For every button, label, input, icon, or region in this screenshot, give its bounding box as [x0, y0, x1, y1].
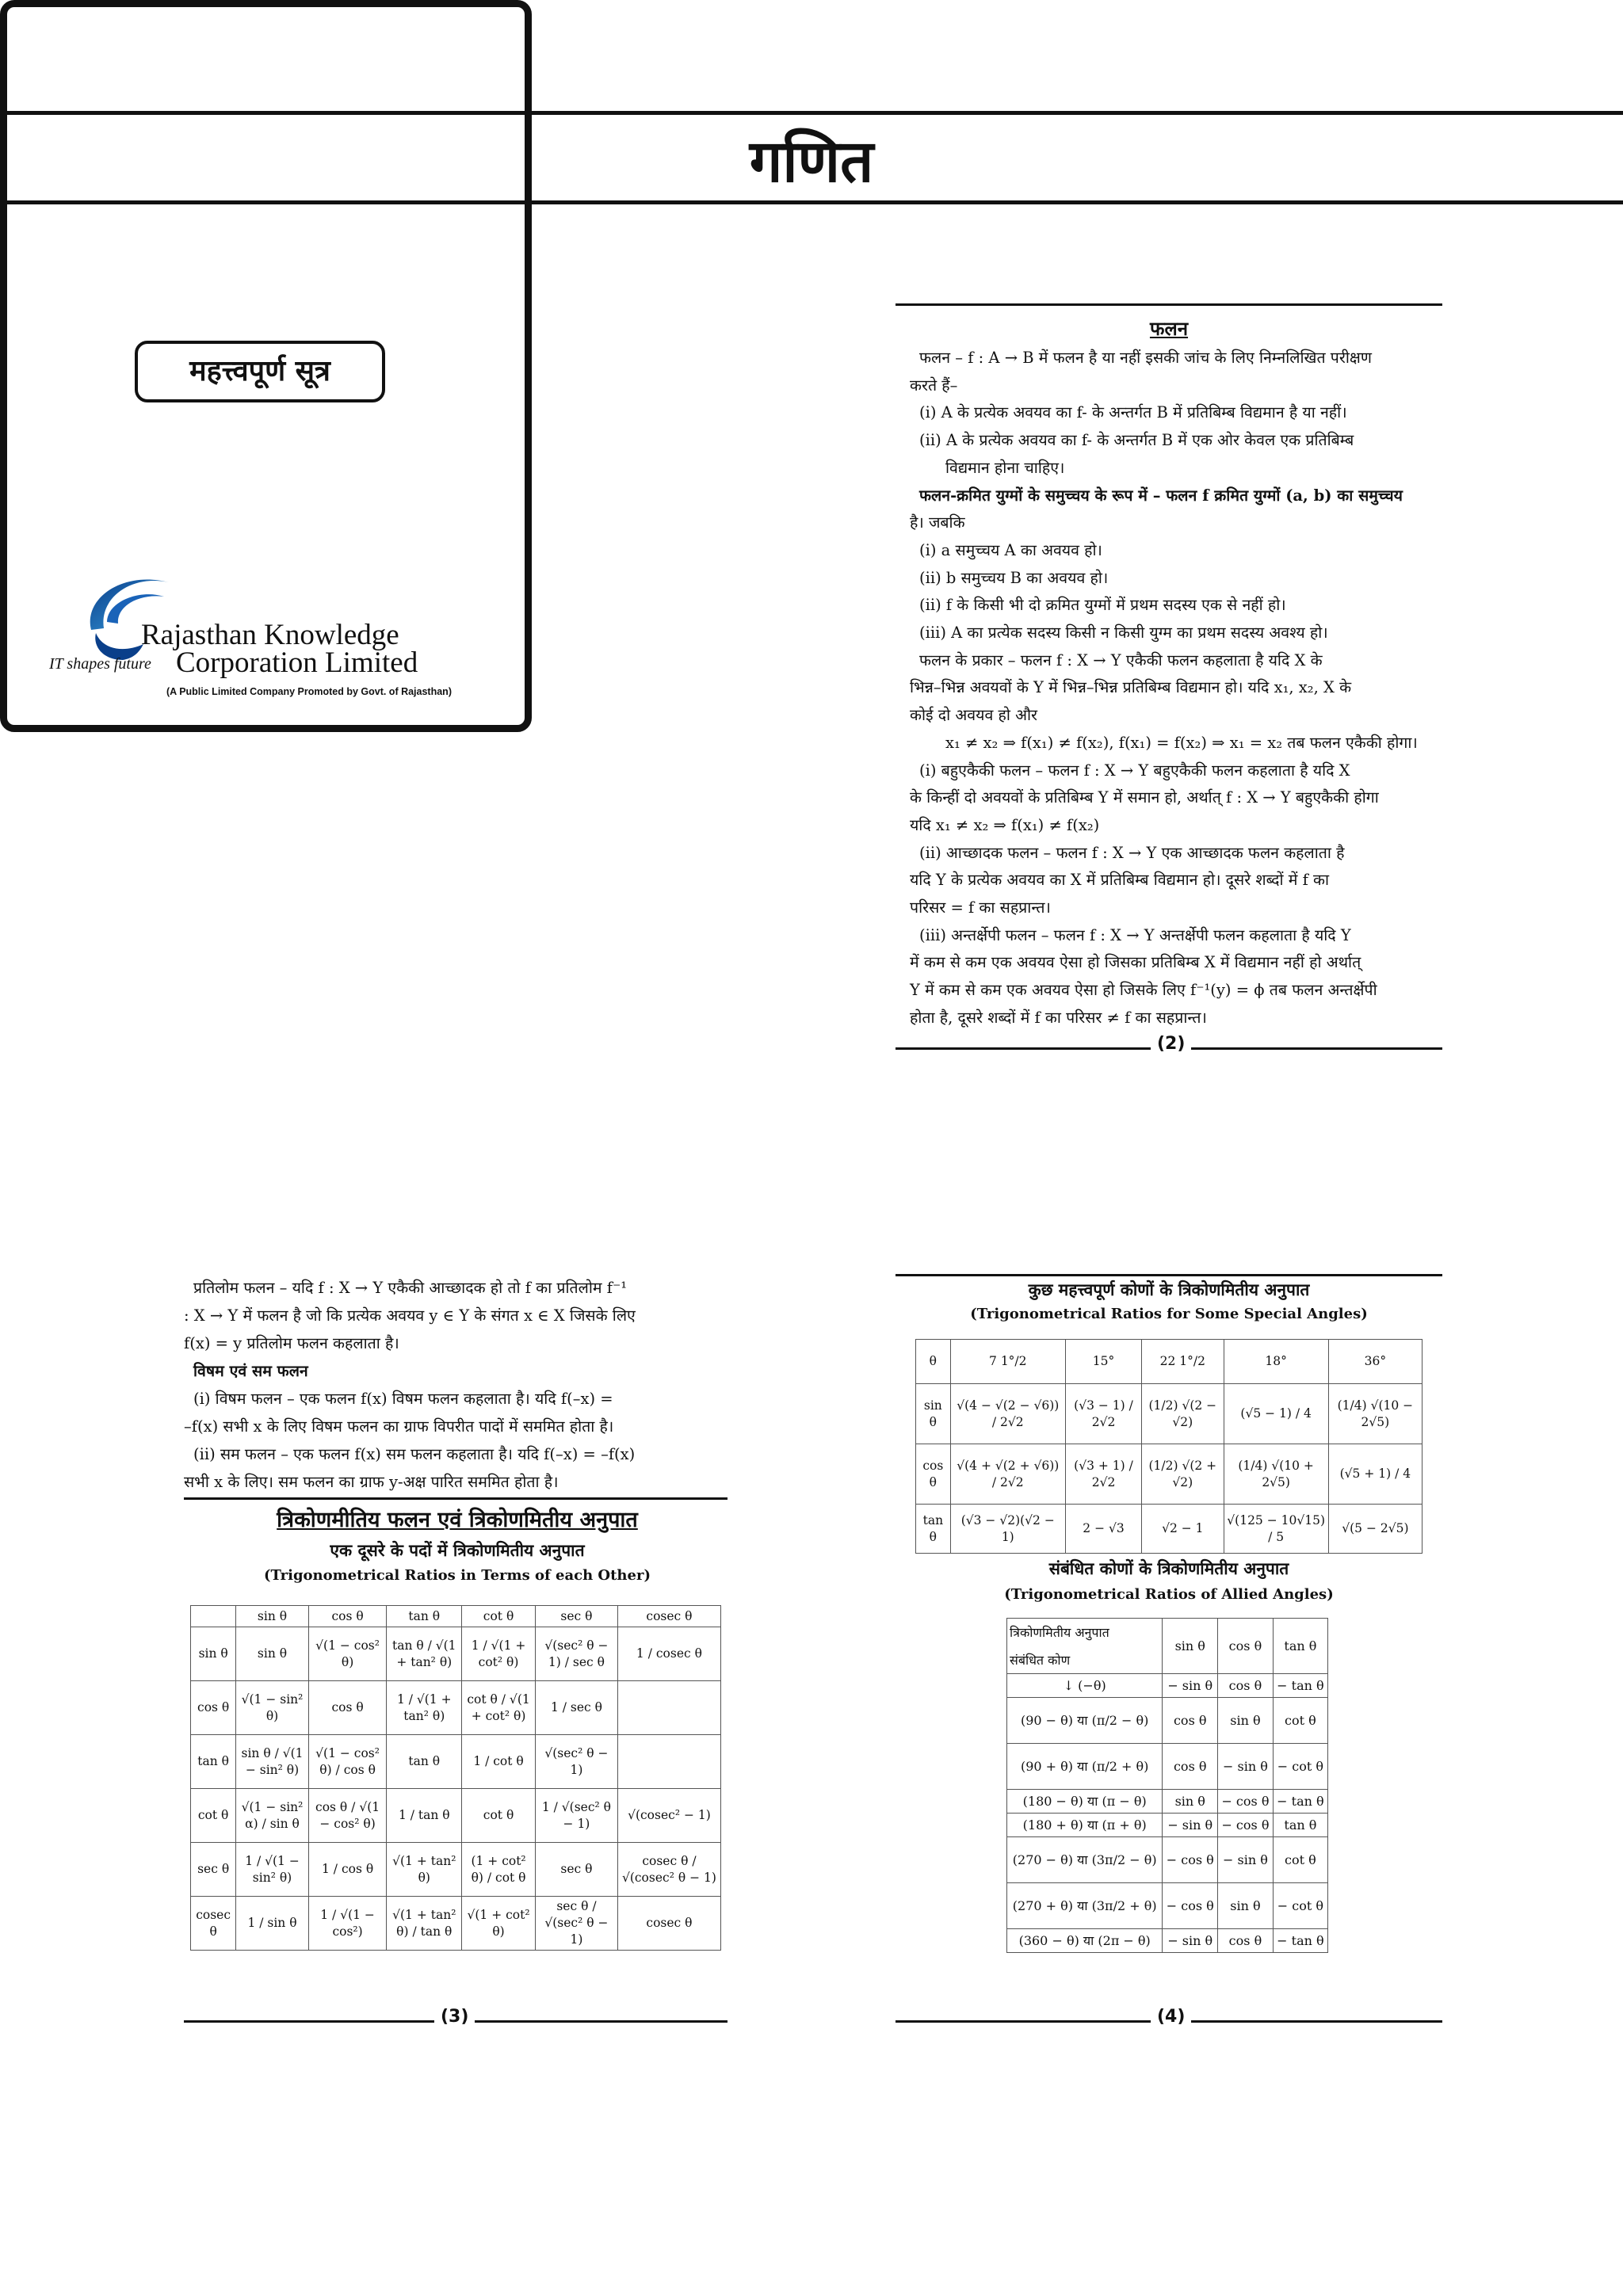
table-cell: sin θ	[1218, 1883, 1274, 1929]
table-row	[1007, 1814, 1328, 1837]
table-cell: sin θ	[1163, 1790, 1218, 1814]
table-row	[191, 1627, 721, 1681]
table-cell: त्रिकोणमितीय अनुपात	[1007, 1619, 1163, 1647]
table-row	[916, 1384, 1423, 1444]
table-cell: (1/4) √(10 − 2√5)	[1328, 1384, 1422, 1444]
table-cell: √(1 − sin² α) / sin θ	[236, 1789, 308, 1843]
table-cell: cosec θ	[617, 1606, 720, 1627]
text-line: Y में कम से कम एक अवयव ऐसा हो जिसके लिए f⁻¹(y) = ϕ तब फलन अन्तर्क्षेपी	[910, 981, 1377, 1000]
table-cell: (180 − θ) या (π − θ)	[1007, 1790, 1163, 1814]
org-tagline: IT shapes future	[49, 655, 151, 673]
text-line: : X → Y में फलन है जो कि प्रत्येक अवयव y ∈ Y के संगत x ∈ X जिसके लिए	[184, 1306, 636, 1325]
text-line: में कम से कम एक अवयव ऐसा हो जिसका प्रतिबिम्ब X में विद्यमान नहीं हो अर्थात्	[910, 953, 1361, 972]
table-cell: √(1 + cot² θ)	[462, 1897, 536, 1951]
table-cell: ↓ (−θ)	[1007, 1674, 1163, 1698]
text-line: f(x) = y प्रतिलोम फलन कहलाता है।	[184, 1334, 399, 1352]
table-cell: √(4 − √(2 − √6)) / 2√2	[950, 1384, 1065, 1444]
table-cell: cot θ	[1273, 1837, 1327, 1883]
table-cell: 1 / √(1 + tan² θ)	[387, 1681, 462, 1735]
table-cell: (270 − θ) या (3π/2 − θ)	[1007, 1837, 1163, 1883]
table-row	[191, 1681, 721, 1735]
table-cell: cos θ	[916, 1444, 951, 1505]
table-cell: cos θ	[1218, 1674, 1274, 1698]
table-cell: 22 1°/2	[1142, 1340, 1224, 1384]
special-angles-table	[915, 1339, 1423, 1554]
table-cell: − cot θ	[1273, 1744, 1327, 1790]
table-cell: cosec θ / √(cosec² θ − 1)	[617, 1843, 720, 1897]
text-line: के किन्हीं दो अवयवों के प्रतिबिम्ब Y में समान हो, अर्थात् f : X → Y बहुएकैकी होगा	[910, 788, 1379, 807]
page4-heading2-en: (Trigonometrical Ratios of Allied Angles)	[1004, 1586, 1334, 1603]
table-cell: √(1 − cos² θ) / cos θ	[308, 1735, 387, 1789]
org-name-line1: Rajasthan Knowledge	[141, 619, 399, 651]
table-cell: √(sec² θ − 1) / sec θ	[536, 1627, 618, 1681]
text-line: होता है, दूसरे शब्दों में f का परिसर ≠ f का सहप्रान्त।	[910, 1008, 1207, 1027]
page3-section-rule	[184, 1497, 727, 1500]
table-cell: cot θ	[462, 1789, 536, 1843]
table-cell: √(1 − cos² θ)	[308, 1627, 387, 1681]
page3-number: (3)	[434, 2007, 475, 2027]
table-cell: tan θ	[1273, 1814, 1327, 1837]
table-cell: cosec θ	[617, 1897, 720, 1951]
text-line: करते हैं–	[910, 376, 958, 395]
table-cell: cos θ	[1218, 1619, 1274, 1674]
cover-rule-bottom	[0, 200, 1623, 204]
table-cell: tan θ	[1273, 1619, 1327, 1674]
table-cell: (√5 + 1) / 4	[1328, 1444, 1422, 1505]
page2-top-rule	[896, 303, 1442, 306]
org-note: (A Public Limited Company Promoted by Govt. of Rajasthan)	[166, 686, 452, 697]
table-cell: sec θ / √(sec² θ − 1)	[536, 1897, 618, 1951]
table-cell: sec θ	[536, 1606, 618, 1627]
table-cell: − cos θ	[1218, 1790, 1274, 1814]
table-row	[916, 1505, 1423, 1554]
table-row	[1007, 1929, 1328, 1953]
text-line: कोई दो अवयव हो और	[910, 706, 1038, 725]
table-cell: sin θ	[191, 1627, 236, 1681]
text-line: x₁ ≠ x₂ ⇒ f(x₁) ≠ f(x₂), f(x₁) = f(x₂) ⇒ x₁ = x₂ तब फलन एकैकी होगा।	[945, 733, 1418, 752]
page4-top-rule	[896, 1274, 1442, 1276]
table-cell: cos θ	[191, 1681, 236, 1735]
table-cell: cos θ	[308, 1681, 387, 1735]
table-cell: 36°	[1328, 1340, 1422, 1384]
text-line: यदि Y के प्रत्येक अवयव का X में प्रतिबिम्ब विद्यमान हो। दूसरे शब्दों में f का	[910, 871, 1330, 890]
text-line: (i) A के प्रत्येक अवयव का f- के अन्तर्गत B में प्रतिबिम्ब विद्यमान है या नहीं।	[919, 403, 1347, 422]
table-cell: संबंधित कोण	[1007, 1647, 1163, 1674]
table-cell: 1 / cos θ	[308, 1843, 387, 1897]
page4-number: (4)	[1151, 2007, 1191, 2027]
table-cell: sin θ / √(1 − sin² θ)	[236, 1735, 308, 1789]
cover-title: गणित	[749, 128, 874, 196]
table-cell: sin θ	[1218, 1698, 1274, 1744]
table-cell: tan θ	[916, 1505, 951, 1554]
table-cell: (1/2) √(2 − √2)	[1142, 1384, 1224, 1444]
table-cell: √(125 − 10√15) / 5	[1224, 1505, 1328, 1554]
text-line: (i) विषम फलन – एक फलन f(x) विषम फलन कहलाता है। यदि f(–x) =	[193, 1390, 613, 1408]
table-cell: 1 / √(sec² θ − 1)	[536, 1789, 618, 1843]
table-cell: θ	[916, 1340, 951, 1384]
table-cell: √(cosec² − 1)	[617, 1789, 720, 1843]
text-line: (i) बहुएकैकी फलन – फलन f : X → Y बहुएकैकी फलन कहलाता है यदि X	[919, 761, 1350, 780]
table-cell: 1 / √(1 + cot² θ)	[462, 1627, 536, 1681]
table-cell: sin θ	[236, 1606, 308, 1627]
table-row	[1007, 1744, 1328, 1790]
table-cell: √2 − 1	[1142, 1505, 1224, 1554]
table-cell: (90 + θ) या (π/2 + θ)	[1007, 1744, 1163, 1790]
table-cell: 1 / √(1 − cos²)	[308, 1897, 387, 1951]
table-cell: √(1 + tan² θ)	[387, 1843, 462, 1897]
table-cell: (√3 − 1) / 2√2	[1065, 1384, 1141, 1444]
text-line: (ii) आच्छादक फलन – फलन f : X → Y एक आच्छादक फलन कहलाता है	[919, 843, 1345, 862]
table-cell: 1 / tan θ	[387, 1789, 462, 1843]
table-header-row	[191, 1606, 721, 1627]
table-cell: √(5 − 2√5)	[1328, 1505, 1422, 1554]
text-line: विषम एवं सम फलन	[193, 1362, 308, 1380]
table-cell: (1/2) √(2 + √2)	[1142, 1444, 1224, 1505]
table-cell: − tan θ	[1273, 1674, 1327, 1698]
table-cell: √(4 + √(2 + √6)) / 2√2	[950, 1444, 1065, 1505]
page3-body	[184, 1274, 731, 1496]
table-cell: (1 + cot² θ) / cot θ	[462, 1843, 536, 1897]
table-row	[191, 1843, 721, 1897]
table-cell: 1 / sec θ	[536, 1681, 618, 1735]
text-line: सभी x के लिए। सम फलन का ग्राफ y-अक्ष पारित सममित होता है।	[184, 1473, 559, 1491]
text-line: (ii) A के प्रत्येक अवयव का f- के अन्तर्गत B में एक ओर केवल एक प्रतिबिम्ब	[919, 431, 1354, 450]
table-row	[1007, 1698, 1328, 1744]
page2-body	[910, 345, 1445, 1032]
table-row	[1007, 1790, 1328, 1814]
table-cell: − sin θ	[1218, 1744, 1274, 1790]
table-cell: tan θ	[191, 1735, 236, 1789]
page2-number: (2)	[1151, 1034, 1191, 1054]
table-cell: tan θ / √(1 + tan² θ)	[387, 1627, 462, 1681]
text-line: –f(x) सभी x के लिए विषम फलन का ग्राफ विपरीत पादों में सममित होता है।	[184, 1417, 614, 1436]
table-cell: 1 / √(1 − sin² θ)	[236, 1843, 308, 1897]
text-line: (iii) अन्तर्क्षेपी फलन – फलन f : X → Y अन्तर्क्षेपी फलन कहलाता है यदि Y	[919, 925, 1351, 944]
table-cell: 1 / cosec θ	[617, 1627, 720, 1681]
page3-subheading: एक दूसरे के पदों में त्रिकोणमितीय अनुपात	[330, 1540, 585, 1560]
text-line: है। जबकि	[910, 513, 965, 532]
table-cell: √(1 − sin² θ)	[236, 1681, 308, 1735]
cover-box	[0, 0, 874, 732]
text-line: विद्यमान होना चाहिए।	[945, 458, 1065, 477]
text-line: (ii) f के किसी भी दो क्रमित युग्मों में प्रथम सदस्य एक से नहीं हो।	[919, 596, 1286, 615]
page4-heading2: संबंधित कोणों के त्रिकोणमितीय अनुपात	[1048, 1558, 1289, 1578]
table-cell: − cot θ	[1273, 1883, 1327, 1929]
table-cell	[617, 1681, 720, 1735]
table-cell: − cos θ	[1163, 1837, 1218, 1883]
table-cell: − tan θ	[1273, 1929, 1327, 1953]
table-cell: cos θ / √(1 − cos² θ)	[308, 1789, 387, 1843]
text-line: परिसर = f का सहप्रान्त।	[910, 898, 1051, 917]
text-line: भिन्न–भिन्न अवयवों के Y में भिन्न–भिन्न प्रतिबिम्ब विद्यमान हो। यदि x₁, x₂, X के	[910, 678, 1352, 697]
text-line: (ii) b समुच्चय B का अवयव हो।	[919, 568, 1109, 587]
table-cell: (90 − θ) या (π/2 − θ)	[1007, 1698, 1163, 1744]
cover-rule-top	[0, 111, 1623, 115]
table-cell: √(sec² θ − 1)	[536, 1735, 618, 1789]
table-header-row	[1007, 1619, 1328, 1647]
page3-heading: त्रिकोणमीतिय फलन एवं त्रिकोणमितीय अनुपात	[277, 1508, 638, 1532]
table-row	[191, 1735, 721, 1789]
table-cell: sin θ	[236, 1627, 308, 1681]
page4-heading1-en: (Trigonometrical Ratios for Some Special Angles)	[970, 1306, 1368, 1322]
table-cell: (360 − θ) या (2π − θ)	[1007, 1929, 1163, 1953]
table-row	[1007, 1674, 1328, 1698]
text-line: (iii) A का प्रत्येक सदस्य किसी न किसी युग्म का प्रथम सदस्य अवश्य हो।	[919, 624, 1328, 643]
table-cell: sin θ	[1163, 1619, 1218, 1674]
table-cell: (√3 − √2)(√2 − 1)	[950, 1505, 1065, 1554]
table-cell: tan θ	[387, 1606, 462, 1627]
table-cell: (√5 − 1) / 4	[1224, 1384, 1328, 1444]
table-cell: (180 + θ) या (π + θ)	[1007, 1814, 1163, 1837]
text-line: (i) a समुच्चय A का अवयव हो।	[919, 540, 1102, 559]
table-cell: 7 1°/2	[950, 1340, 1065, 1384]
table-cell: 1 / sin θ	[236, 1897, 308, 1951]
table-cell: − sin θ	[1163, 1929, 1218, 1953]
table-cell: cot θ / √(1 + cot² θ)	[462, 1681, 536, 1735]
table-cell: 15°	[1065, 1340, 1141, 1384]
text-line: प्रतिलोम फलन – यदि f : X → Y एकैकी आच्छादक हो तो f का प्रतिलोम f⁻¹	[193, 1279, 628, 1297]
table-cell: cot θ	[462, 1606, 536, 1627]
page2-heading: फलन	[1149, 317, 1189, 340]
table-cell: sec θ	[191, 1843, 236, 1897]
table-cell: cos θ	[308, 1606, 387, 1627]
table-cell	[191, 1606, 236, 1627]
table-cell: tan θ	[387, 1735, 462, 1789]
allied-angles-table	[1006, 1618, 1328, 1953]
table-cell: cot θ	[1273, 1698, 1327, 1744]
table-cell: 1 / cot θ	[462, 1735, 536, 1789]
table-cell: − cos θ	[1163, 1883, 1218, 1929]
ratios-table	[190, 1605, 721, 1951]
table-cell: 18°	[1224, 1340, 1328, 1384]
text-line: फलन – f : A → B में फलन है या नहीं इसकी जांच के लिए निम्नलिखित परीक्षण	[919, 349, 1372, 367]
table-row	[916, 1444, 1423, 1505]
table-cell: cos θ	[1163, 1698, 1218, 1744]
table-cell: cos θ	[1218, 1929, 1274, 1953]
table-cell: (1/4) √(10 + 2√5)	[1224, 1444, 1328, 1505]
text-line: फलन-क्रमित युग्मों के समुच्चय के रूप में – फलन f क्रमित युग्मों (a, b) का समुच्चय	[919, 486, 1403, 505]
table-cell: cosec θ	[191, 1897, 236, 1951]
table-cell	[617, 1735, 720, 1789]
table-cell: (270 + θ) या (3π/2 + θ)	[1007, 1883, 1163, 1929]
table-row	[191, 1897, 721, 1951]
table-cell: − cos θ	[1218, 1814, 1274, 1837]
table-row	[1007, 1837, 1328, 1883]
table-cell: cos θ	[1163, 1744, 1218, 1790]
table-cell: − sin θ	[1163, 1814, 1218, 1837]
text-line: फलन के प्रकार – फलन f : X → Y एकैकी फलन कहलाता है यदि X के	[919, 650, 1323, 669]
table-cell: − sin θ	[1163, 1674, 1218, 1698]
text-line: यदि x₁ ≠ x₂ ⇒ f(x₁) ≠ f(x₂)	[910, 815, 1100, 834]
org-name-line2: Corporation Limited	[176, 646, 418, 679]
table-cell: cot θ	[191, 1789, 236, 1843]
table-cell: − tan θ	[1273, 1790, 1327, 1814]
page4-heading1: कुछ महत्त्वपूर्ण कोणों के त्रिकोणमितीय अनुपात	[1028, 1280, 1310, 1299]
table-cell: (√3 + 1) / 2√2	[1065, 1444, 1141, 1505]
text-line: (ii) सम फलन – एक फलन f(x) सम फलन कहलाता है। यदि f(–x) = –f(x)	[193, 1445, 636, 1463]
table-row	[1007, 1883, 1328, 1929]
table-header-row	[916, 1340, 1423, 1384]
page3-subheading-en: (Trigonometrical Ratios in Terms of each Other)	[264, 1567, 651, 1584]
table-cell: √(1 + tan² θ) / tan θ	[387, 1897, 462, 1951]
table-cell: − sin θ	[1218, 1837, 1274, 1883]
table-cell: sin θ	[916, 1384, 951, 1444]
table-cell: 2 − √3	[1065, 1505, 1141, 1554]
cover-subtitle: महत्त्वपूर्ण सूत्र	[135, 341, 385, 402]
table-cell: sec θ	[536, 1843, 618, 1897]
table-row	[191, 1789, 721, 1843]
